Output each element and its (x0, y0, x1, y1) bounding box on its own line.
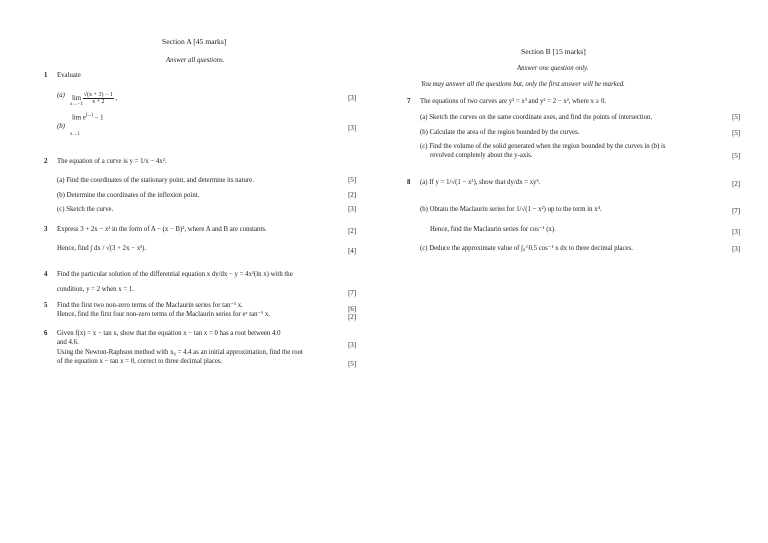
q5-line-1: Find the first two non-zero terms of the Maclaurin series for tan⁻¹ x. (57, 302, 243, 309)
q4-line-1: Find the particular solution of the differential equation x dy/dx − y = 4x²(ln x) with the (57, 271, 293, 278)
q1b-label: (b) (57, 123, 65, 130)
q2b-marks: [2] (348, 192, 356, 199)
q1b-marks: [3] (348, 125, 356, 132)
q7-text: The equations of two curves are y² = x³ and y² = 2 − x², where x ≥ 0. (420, 98, 607, 105)
q1-number: 1 (44, 72, 48, 79)
q6-line-4: of the equation x − tan x = 0, correct to three decimal places. (57, 358, 223, 365)
q8c-marks: [3] (732, 246, 740, 253)
q1a-marks: [3] (348, 95, 356, 102)
q4-number: 4 (44, 271, 48, 278)
section-b-instruction: Answer one question only. (517, 65, 589, 72)
q8-hence-marks: [3] (732, 229, 740, 236)
q7a-marks: [5] (732, 114, 740, 121)
section-b-title: Section B [15 marks] (521, 47, 586, 56)
q6-number: 6 (44, 330, 48, 337)
q3-marks-2: [4] (348, 248, 356, 255)
q7-number: 7 (407, 98, 411, 105)
q1a-limit: x→−1 (70, 102, 83, 107)
q2c-marks: [3] (348, 206, 356, 213)
q8a-text: (a) If y = 1/√(1 − x²), show that dy/dx = xy³. (420, 179, 541, 186)
q4-marks: [7] (348, 290, 356, 297)
section-a-title: Section A [45 marks] (162, 37, 227, 46)
q6-line-3: Using the Newton-Raphson method with x₀ = 4.4 as an initial approximation, find the root (57, 349, 303, 356)
q2-text: The equation of a curve is y = 1/x − 4x². (57, 158, 167, 165)
q2b-text: (b) Determine the coordinates of the inflexion point. (57, 192, 200, 199)
q1a-label: (a) (57, 92, 65, 99)
q3-number: 3 (44, 226, 48, 233)
q1-text: Evaluate (57, 72, 81, 79)
q6-marks-1: [3] (348, 342, 356, 349)
q8c-text: (c) Deduce the approximate value of ∫₀^0.5 cos⁻¹ x dx to three decimal places. (420, 245, 633, 252)
section-b-note: You may answer all the questions but, only the first answer will be marked. (421, 81, 625, 88)
q7a-text: (a) Sketch the curves on the same coordinate axes, and find the points of intersection. (420, 114, 653, 121)
q5-number: 5 (44, 302, 48, 309)
q5-marks-1: [6] (348, 306, 356, 313)
q8a-marks: [2] (732, 181, 740, 188)
q8-number: 8 (407, 179, 411, 186)
q7b-marks: [5] (732, 130, 740, 137)
q7c-line-2: revolved completely about the y-axis. (430, 152, 533, 159)
q5-marks-2: [2] (348, 314, 356, 321)
q3-text: Express 3 + 2x − x² in the form of A − (x − B)², where A and B are constants. (57, 226, 267, 233)
section-a-instruction: Answer all questions. (166, 57, 225, 64)
page-section-b (384, 0, 768, 543)
q4-line-2: condition, y = 2 when x = 1. (57, 286, 134, 293)
q8b-marks: [7] (732, 208, 740, 215)
q7c-line-1: (c) Find the volume of the solid generated when the region bounded by the curves in (b) is (420, 143, 666, 150)
q8-hence: Hence, find the Maclaurin series for cos⁻¹ (x). (430, 226, 556, 233)
q3-hence: Hence, find ∫ dx / √(3 + 2x − x²). (57, 245, 147, 252)
q2c-text: (c) Sketch the curve. (57, 206, 114, 213)
q2a-text: (a) Find the coordinates of the stationary point, and determine its nature. (57, 177, 254, 184)
q8b-text: (b) Obtain the Maclaurin series for 1/√(1 − x²) up to the term in x⁴. (420, 206, 602, 213)
q6-line-2: and 4.6. (57, 339, 79, 346)
q7b-text: (b) Calculate the area of the region bounded by the curves. (420, 129, 580, 136)
q1b-expression: lim e(...) − 1 (72, 113, 104, 122)
q6-line-1: Given f(x) = x − tan x, show that the equation x − tan x = 0 has a root between 4.0 (57, 330, 281, 337)
q2a-marks: [5] (348, 177, 356, 184)
q6-marks-2: [5] (348, 361, 356, 368)
q7c-marks: [5] (732, 153, 740, 160)
q5-line-2: Hence, find the first four non-zero terms of the Maclaurin series for eˣ tan⁻¹ x. (57, 311, 270, 318)
q1a-expression: lim $\frac{√(x + 3) - 1}{x + 2}$ , (72, 92, 118, 105)
q3-marks-1: [2] (348, 228, 356, 235)
q2-number: 2 (44, 158, 48, 165)
q1b-limit: x→1 (70, 132, 80, 137)
